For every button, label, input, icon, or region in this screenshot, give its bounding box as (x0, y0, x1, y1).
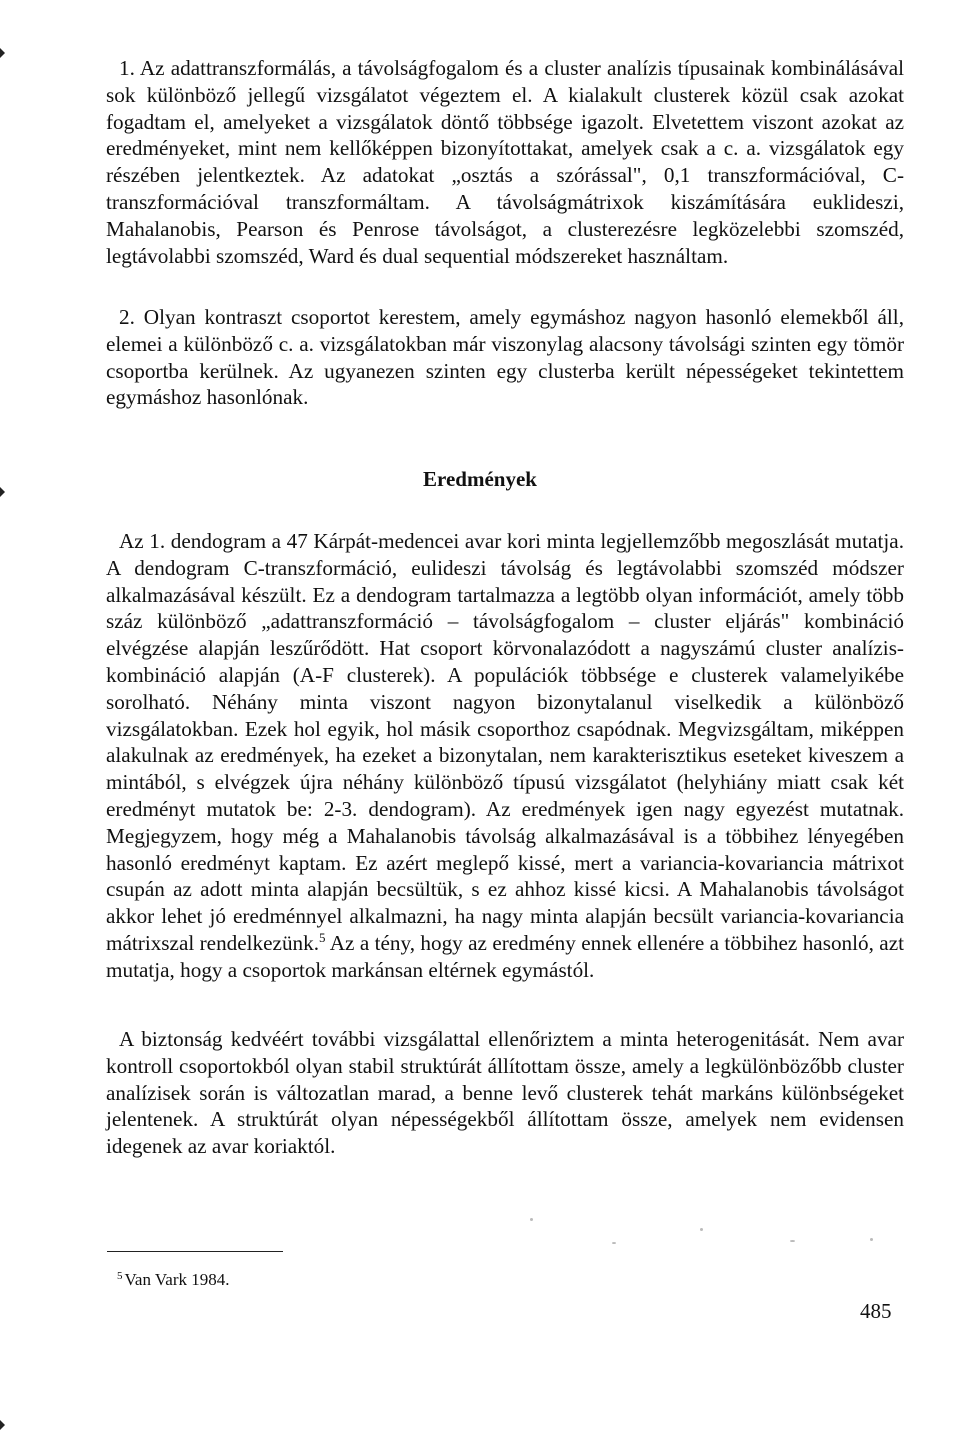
scan-speck (790, 1240, 795, 1242)
scan-speck (612, 1242, 616, 1244)
section-heading: Eredmények (423, 467, 537, 491)
paragraph-4: A biztonság kedvéért további vizsgálattal ellenőriztem a minta heterogenitását. Nem avar kontroll csoportokból olyan stabil struktúrát állítottam össze, amely a legkülönbözőbb cluster analízisek során is változatlan marad, a benne levő clusterek tehát markáns különbségeket jelentenek. A struktúrát olyan népességekből állítottam össze, amelyek nem evidensen idegenek az avar koriaktól. (106, 1027, 904, 1159)
paragraph-3 (106, 528, 904, 984)
footnote-number: 5 (117, 1270, 123, 1282)
footnote-separator (107, 1251, 283, 1252)
footnote (117, 1266, 229, 1290)
paragraph-3-text-end: Az a tény, hogy az eredmény ennek ellenére a többihez hasonló, azt mutatja, hogy a csoportok markánsan eltérnek egymástól. (106, 930, 904, 982)
scan-speck (700, 1228, 703, 1231)
paragraph-1: 1. Az adattranszformálás, a távolságfogalom és a cluster analízis típusainak kombinálásával sok különböző jellegű vizsgálatot végeztem el. A kialakult clusterek közül csak azokat fogadtam el, amelyeket a vizsgálatok döntő többsége igazolt. Elvetettem viszont azokat az eredményeket, mint nem kellőképpen bizonyítottakat, amelyek csak a c. a. vizsgálatok egy részében jelentkeztek. Az adatokat „osztás a szórással", 0,1 transzformációval, C-transzformációval transzformáltam. A távolságmátrixok kiszámítására euklideszi, Mahalanobis, Pearson és Penrose távolságot, a clusterezésre legközelebbi szomszéd, legtávolabbi szomszéd, Ward és dual sequential módszereket használtam. (106, 56, 904, 268)
paragraph-3-text: Az 1. dendogram a 47 Kárpát-medencei avar kori minta legjellemzőbb megoszlását mutatja. A dendogram C-transzformáció, eulideszi távolság és legtávolabbi szomszéd módszer alkalmazásával készült. Ez a dendogram tartalmazza a legtöbb olyan információt, amely több száz különböző „adattranszformáció – távolságfogalom – cluster eljárás" kombináció elvégzése alapján leszűrődött. Hat csoport körvonalazódott a nagyszámú cluster analízis-kombináció alapján (A-F clusterek). A populációk többsége e clusterek valamelyikébe sorolható. Néhány minta viszont nagyon bizonytalanul viselkedik a különböző vizsgálatokban. Ezek hol egyik, hol másik csoporthoz csapódnak. Megvizsgáltam, miképpen alakulnak az eredmények, ha ezeket a bizonytalan, nem karakterisztikus eseteket kiveszem a mintából, s elvégzek újra néhány különböző típusú vizsgálatot (helyhiány miatt csak két eredményt mutatok be: 2-3. dendogram). Az eredmények igen nagy egyezést mutatnak. Megjegyzem, hogy még a Mahalanobis távolság alkalmazásával is a többihez lényegében hasonló eredményt kaptam. Ez azért meglepő kissé, mert a variancia-kovariancia mátrixot csupán az adott minta alapján becsültük, s ez ahhoz kissé kicsi. A Mahalanobis távolságot akkor lehet jó eredménnyel alkalmazni, ha nagy minta alapján becsült variancia-kovariancia mátrixszal rendelkezünk. (106, 529, 904, 955)
margin-mark (0, 1420, 5, 1430)
margin-mark (0, 48, 5, 58)
footnote-reference: 5 (319, 929, 326, 945)
paragraph-2: 2. Olyan kontraszt csoportot kerestem, amely egymáshoz nagyon hasonló elemekből áll, elemei a különböző c. a. vizsgálatokban már viszonylag alacsony távolsági szinten egy tömör csoportba kerülnek. Az ugyanezen szinten egy clusterba került népességeket tekintettem egymáshoz hasonlónak. (106, 305, 904, 410)
footnote-text: Van Vark 1984. (124, 1270, 230, 1289)
scan-speck (870, 1238, 873, 1241)
page-number: 485 (860, 1299, 892, 1323)
scan-speck (530, 1218, 533, 1221)
